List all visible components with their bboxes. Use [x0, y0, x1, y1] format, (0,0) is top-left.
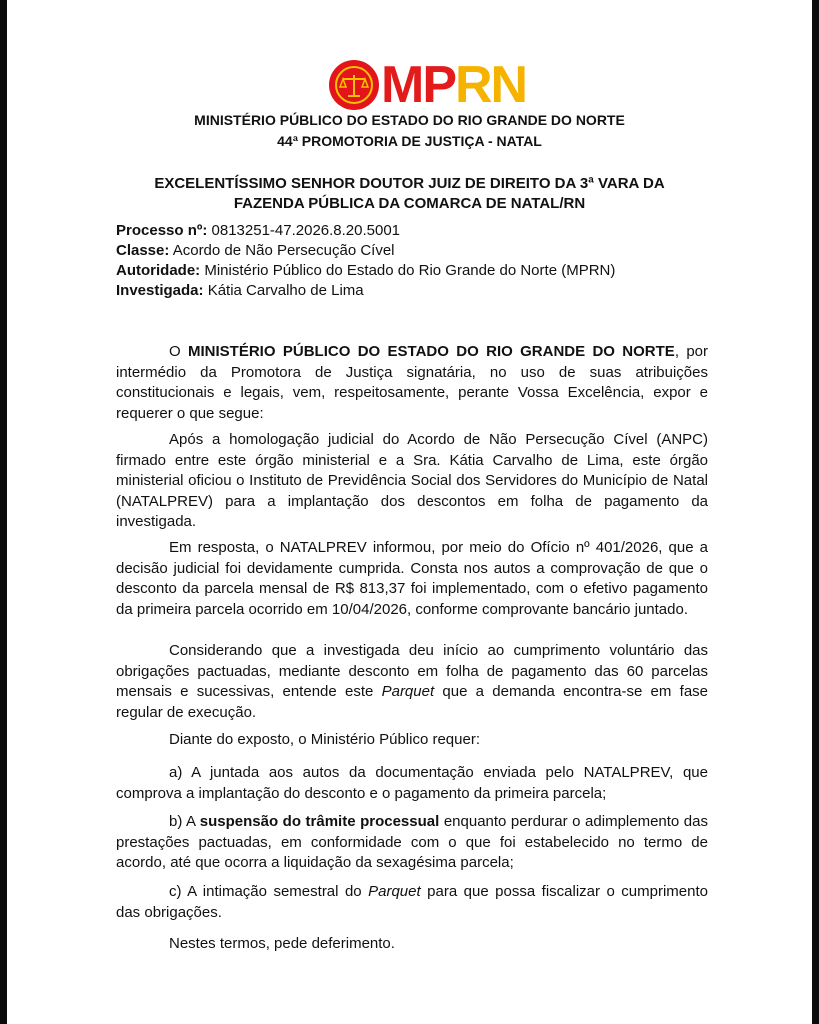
mprn-logo	[329, 56, 527, 114]
investigada-value: Kátia Carvalho de Lima	[207, 282, 364, 299]
scales-of-justice-icon	[329, 60, 379, 110]
classe-value: Acordo de Não Persecução Cível	[172, 242, 395, 259]
investigada-row: Investigada: Kátia Carvalho de Lima	[116, 282, 364, 299]
addressee-line-1: EXCELENTÍSSIMO SENHOR DOUTOR JUIZ DE DIREITO DA 3ª VARA DA	[154, 175, 665, 192]
document-page	[7, 0, 812, 1024]
case-info	[116, 221, 615, 301]
paragraph-execution: Considerando que a investigada deu início ao cumprimento voluntário das obrigações pactuadas, mediante desconto em folha de pagamento das 60 parcelas mensais e sucessivas, entende este Parquet que a demanda encontra-se em fase regular de execução.	[116, 642, 709, 721]
request-item-c: c) A intimação semestral do Parquet para que possa fiscalizar o cumprimento das obrigações.	[116, 883, 708, 921]
addressee-line-2: FAZENDA PÚBLICA DA COMARCA DE NATAL/RN	[233, 195, 586, 212]
paragraph-natalprev-response: Em resposta, o NATALPREV informou, por meio do Ofício nº 401/2026, que a decisão judicial foi devidamente cumprida. Consta nos autos a comprovação de que o desconto da parcela mensal de R$ 813,37 foi implementado, com o efetivo pagamento da primeira parcela ocorrido em 10/04/2026, conforme comprovante bancário juntado.	[116, 539, 708, 618]
logo-wordmark	[381, 56, 527, 114]
paragraph-requests-intro: Diante do exposto, o Ministério Público requer:	[169, 731, 481, 748]
logo-rn: RN	[455, 56, 527, 114]
paragraph-intro: O MINISTÉRIO PÚBLICO DO ESTADO DO RIO GRANDE DO NORTE, por intermédio da Promotora de Justiça signatária, no uso de suas atribuições constitucionais e legais, vem, respeitosamente, perante Vossa Excelência, expor e requerer o que segue:	[116, 343, 709, 422]
logo-mp: MP	[381, 56, 455, 114]
request-item-a: a) A juntada aos autos da documentação enviada pelo NATALPREV, que comprova a implantação do desconto e o pagamento da primeira parcela;	[116, 764, 708, 802]
closing-line: Nestes termos, pede deferimento.	[169, 935, 395, 952]
institution-name: MINISTÉRIO PÚBLICO DO ESTADO DO RIO GRANDE DO NORTE	[194, 112, 625, 128]
request-item-b: b) A suspensão do trâmite processual enquanto perdurar o adimplemento das prestações pactuadas, em conformidade com o que foi estabelecido no termo de acordo, até que ocorra a liquidação da sexagésima parcela;	[116, 813, 708, 871]
classe-row: Classe: Acordo de Não Persecução Cível	[116, 242, 395, 259]
autoridade-row: Autoridade: Ministério Público do Estado do Rio Grande do Norte (MPRN)	[116, 262, 616, 279]
autoridade-value: Ministério Público do Estado do Rio Grande do Norte (MPRN)	[204, 262, 616, 279]
processo-value: 0813251-47.2026.8.20.5001	[211, 222, 401, 239]
promotoria-name: 44ª PROMOTORIA DE JUSTIÇA - NATAL	[277, 133, 542, 149]
paragraph-homologation: Após a homologação judicial do Acordo de Não Persecução Cível (ANPC) firmado entre este órgão ministerial e a Sra. Kátia Carvalho de Lima, este órgão ministerial oficiou o Instituto de Previdência Social dos Servidores do Município de Natal (NATALPREV) para a implantação dos descontos em folha de pagamento da investigada.	[116, 431, 708, 530]
processo-row: Processo nº: 0813251-47.2026.8.20.5001	[116, 222, 401, 239]
